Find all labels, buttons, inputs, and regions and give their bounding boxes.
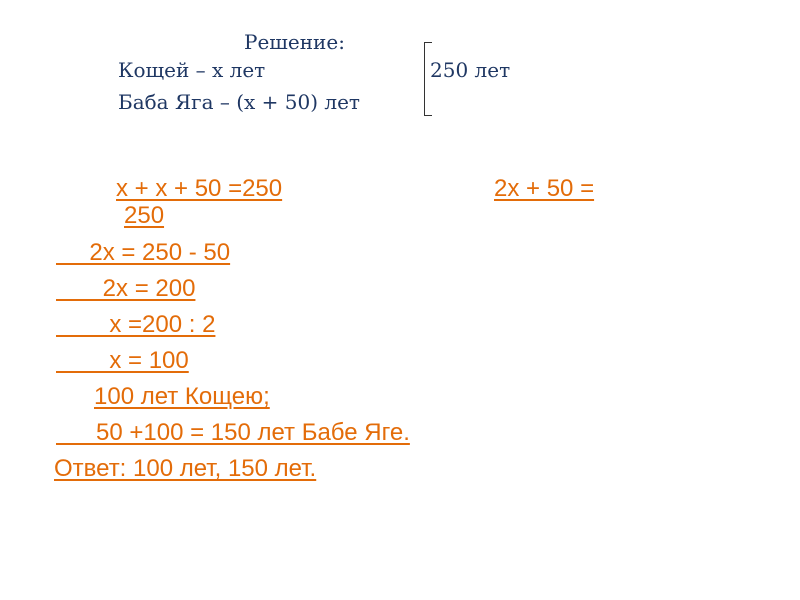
total-age: 250 лет — [430, 58, 511, 82]
result-baba-yaga: 50 +100 = 150 лет Бабе Яге. — [56, 419, 410, 446]
baba-yaga-age-definition: Баба Яга – (х + 50) лет — [118, 90, 360, 114]
result-koschei: 100 лет Кощею; — [94, 383, 270, 410]
solution-heading: Решение: — [244, 30, 345, 54]
equation-alternate-continued: 250 — [124, 202, 165, 229]
final-answer: Ответ: 100 лет, 150 лет. — [54, 455, 317, 482]
equation-main: х + х + 50 =250 — [116, 175, 283, 202]
solution-step-1: 2х = 250 - 50 — [56, 239, 231, 266]
solution-step-3: х =200 : 2 — [56, 311, 216, 338]
koschei-age-definition: Кощей – х лет — [118, 58, 266, 82]
solution-step-4: х = 100 — [56, 347, 189, 374]
solution-step-2: 2х = 200 — [56, 275, 196, 302]
equation-alternate: 2х + 50 = — [494, 175, 595, 202]
